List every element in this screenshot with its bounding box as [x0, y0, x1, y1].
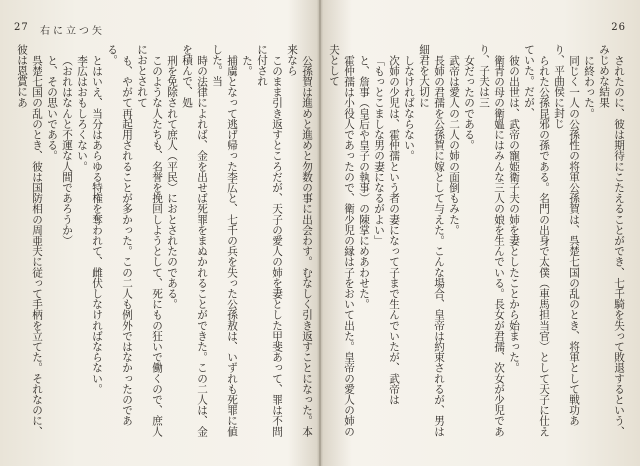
book-gutter	[319, 0, 321, 466]
paragraph: 武帝は愛人の二人の姉の面倒もみた。	[448, 54, 460, 235]
right-page	[326, 44, 626, 444]
paragraph: 霍仲孺は小役人であったので、衛少児の縁は子をおいて出た。皇帝の愛人の姉の夫として	[328, 44, 355, 437]
paragraph: 時の法律によれば、金を出せば死罪をまぬかれることができた。この二人は、金を積んで、処	[181, 44, 208, 437]
paragraph: と、詹事（皇后や皇子の執事）の陳掌にめあわせた。	[358, 54, 370, 309]
paragraph: に終わった。	[583, 54, 595, 119]
paragraph: 刑を免除されて庶人（平民）におとされたのである。	[166, 54, 178, 309]
page-number-left: 27	[14, 22, 29, 33]
paragraph: 「もっとこましな男の妻になるがよい」	[373, 54, 385, 246]
paragraph: 李広はおもしろくない。	[76, 54, 88, 172]
running-head: 右に立つ矢	[40, 26, 105, 37]
paragraph: しなければならない。	[403, 54, 415, 161]
paragraph: 女だったのである。	[463, 54, 475, 150]
left-page	[14, 44, 314, 444]
left-page-text	[14, 44, 314, 444]
paragraph: 長姉の君孺を公孫賀に嫁として与えた。こんな場合、皇帝は約束されるが、男は細君を大切に	[418, 44, 445, 437]
paragraph: 次姉の少児は、霍仲孺という者の妻になって子まで生んでいたが、武帝は	[388, 54, 400, 405]
paragraph: 衛青の母の衛媼にはみんな三人の娘を生んでいる。長女が君孺、次女が少児であり、子夫は三	[478, 44, 505, 437]
paragraph: とはいえ、当分はあらゆる特権を奪われて、雌伏しなければならない。	[91, 54, 103, 394]
paragraph: 彼の出世は、武帝の寵姫衛子夫の姉を妻としたことから始まった。	[508, 54, 520, 373]
paragraph: （おれはなんと不運な人間であろうか）	[61, 54, 73, 246]
paragraph: 公孫賀は進めと進めと勿数の事に出会わす。むなしく引き返すことになった。本来なら	[286, 44, 313, 437]
paragraph: 呉楚七国の乱のとき、彼は国防相の周亜夫に従って手柄を立てた。それなのに、彼は恩賞にあ	[16, 44, 43, 437]
paragraph: も、やがて再起用されることが多かった。この二人も例外ではなかったのである。	[106, 44, 133, 426]
paragraph: られた公孫昆邪の孫である。名門の出身で太僕（車馬担当官）として天子に仕えていた。だが、	[523, 44, 550, 437]
right-page-text	[326, 44, 626, 444]
paragraph: 同じく一人の公孫性の将軍公孫賀は、呉楚七国の乱のとき、将軍として戦功あり、平曲侯に封じ	[553, 44, 580, 426]
page-number-right: 26	[611, 22, 626, 33]
paragraph: このような人たちも、名誉を挽回しようとして、死にもの狂いで働くので、庶人におとされて	[136, 44, 163, 437]
paragraph: と、その思いである。	[46, 54, 58, 161]
paragraph: 捕虜となって逃げ帰った李広と、七千の兵を失った公孫敖は、いずれも死罪に値した。当	[211, 44, 238, 437]
paragraph: た。	[241, 54, 253, 76]
paragraph: このまま引き返すところだが、天子の愛人の姉を妻とした甲斐あって、罪は不問に付され	[256, 44, 283, 437]
paragraph: されたのに、彼は期待にこたえることができ、七千騎を失って敗退するという、みじめな結果	[598, 44, 625, 437]
